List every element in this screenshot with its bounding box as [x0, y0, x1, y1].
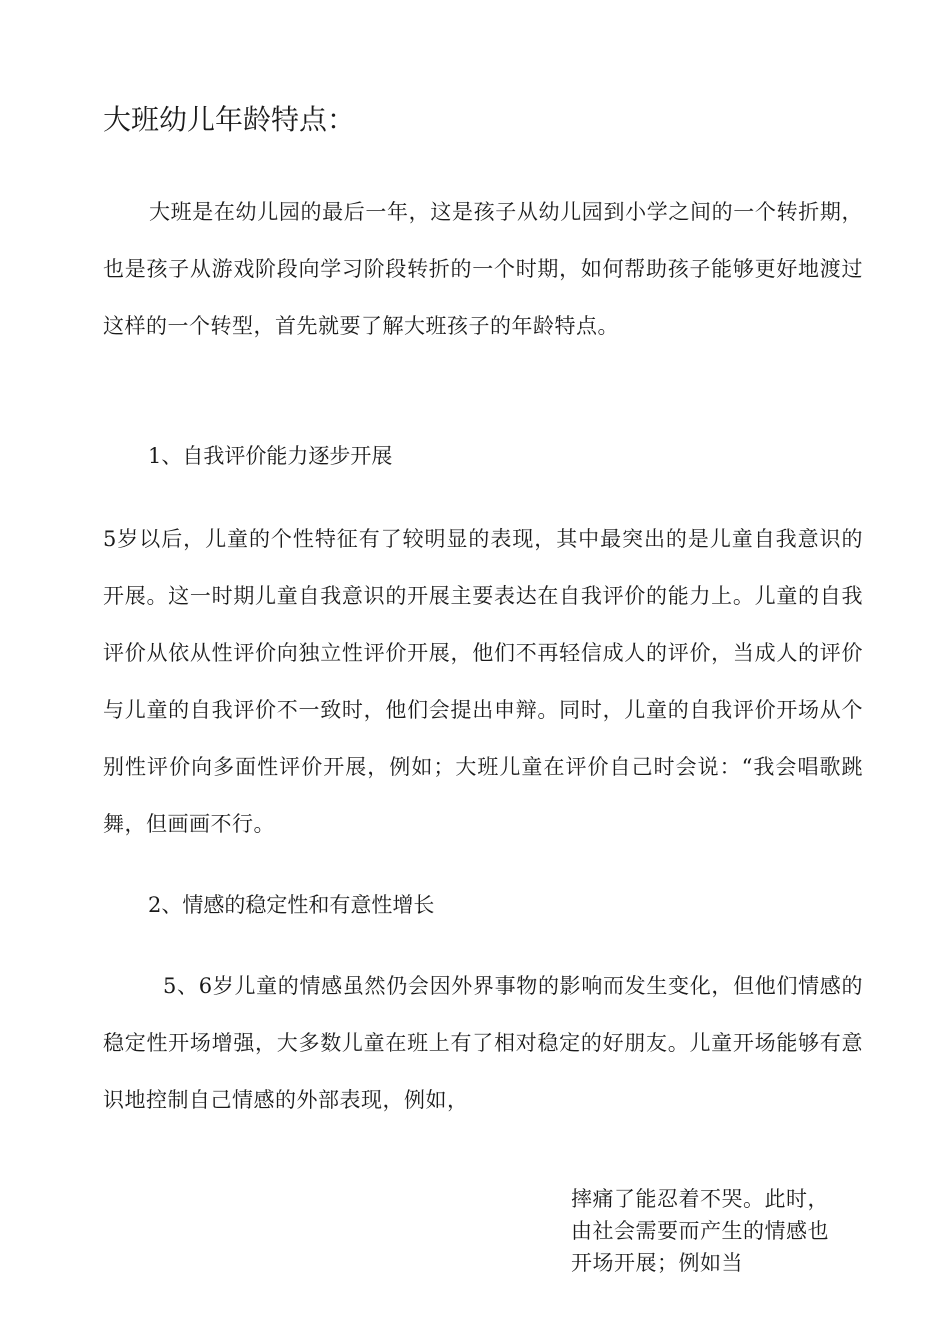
- section1-paragraph: 5岁以后，儿童的个性特征有了较明显的表现，其中最突出的是儿童自我意识的开展。这一时期儿童自我意识的开展主要表达在自我评价的能力上。儿童的自我评价从依从性评价向独立性评价开展，他们不再轻信成人的评价，当成人的评价与儿童的自我评价不一致时，他们会提出申辩。同时，儿童的自我评价开场从个别性评价向多面性评价开展，例如；大班儿童在评价自己时会说：“我会唱歌跳舞，但画画不行。: [103, 527, 863, 836]
- intro-paragraph: 大班是在幼儿园的最后一年，这是孩子从幼儿园到小学之间的一个转折期，也是孩子从游戏阶段向学习阶段转折的一个时期，如何帮助孩子能够更好地渡过这样的一个转型，首先就要了解大班孩子的年龄特点。: [103, 200, 863, 338]
- section1-heading: 1、自我评价能力逐步开展: [148, 444, 393, 468]
- document-title: 大班幼儿年龄特点：: [103, 103, 356, 136]
- section2-continuation: 摔痛了能忍着不哭。此时，由社会需要而产生的情感也开场开展；例如当: [571, 1187, 829, 1275]
- section2-paragraph: 5、6岁儿童的情感虽然仍会因外界事物的影响而发生变化，但他们情感的稳定性开场增强，大多数儿童在班上有了相对稳定的好朋友。儿童开场能够有意识地控制自己情感的外部表现，例如，: [103, 974, 863, 1112]
- section2-heading: 2、情感的稳定性和有意性增长: [148, 893, 435, 917]
